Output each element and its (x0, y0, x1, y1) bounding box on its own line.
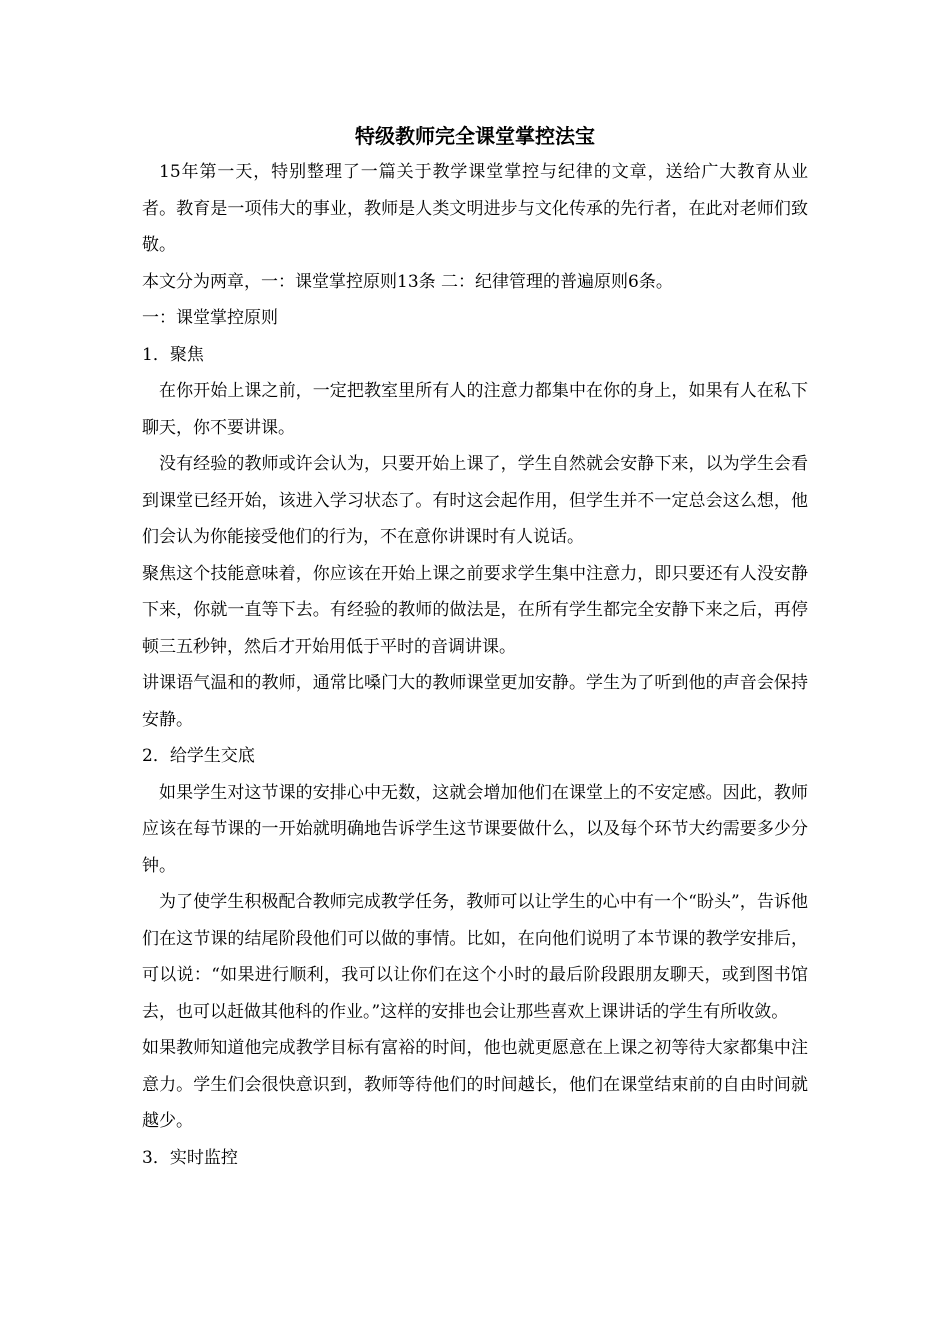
body-paragraph: 在你开始上课之前，一定把教室里所有人的注意力都集中在你的身上，如果有人在私下聊天，你不要讲课。 (142, 381, 808, 438)
body-paragraph: 本文分为两章，一：课堂掌控原则13条 二：纪律管理的普遍原则6条。 (142, 271, 673, 292)
section-heading: 2．给学生交底 (142, 746, 255, 766)
section-heading: 1．聚焦 (142, 344, 204, 365)
body-paragraph: 为了使学生积极配合教师完成教学任务，教师可以让学生的心中有一个“盼头”，告诉他们在这节课的结尾阶段他们可以做的事情。比如，在向他们说明了本节课的教学安排后，可以说：“如果进行顺利，我可以让你们在这个小时的最后阶段跟朋友聊天，或到图书馆去，也可以赶做其他科的作业。”这样的安排也会让那些喜欢上课讲话的学生有所收敛。 (142, 892, 808, 1022)
body-paragraph: 如果学生对这节课的安排心中无数，这就会增加他们在课堂上的不安定感。因此，教师应该在每节课的一开始就明确地告诉学生这节课要做什么，以及每个环节大约需要多少分钟。 (142, 782, 808, 876)
body-paragraph: 没有经验的教师或许会认为，只要开始上课了，学生自然就会安静下来，以为学生会看到课堂已经开始，该进入学习状态了。有时这会起作用，但学生并不一定总会这么想，他们会认为你能接受他们的行为，不在意你讲课时有人说话。 (142, 454, 808, 547)
body-paragraph: 15年第一天，特别整理了一篇关于教学课堂掌控与纪律的文章，送给广大教育从业者。教育是一项伟大的事业，教师是人类文明进步与文化传承的先行者，在此对老师们致敬。 (142, 162, 808, 255)
document-body (142, 154, 808, 1176)
section-heading: 3．实时监控 (142, 1147, 238, 1168)
body-paragraph: 如果教师知道他完成教学目标有富裕的时间，他也就更愿意在上课之初等待大家都集中注意力。学生们会很快意识到，教师等待他们的时间越长，他们在课堂结束前的自由时间就越少。 (142, 1038, 808, 1131)
body-paragraph: 讲课语气温和的教师，通常比嗓门大的教师课堂更加安静。学生为了听到他的声音会保持安静。 (142, 673, 808, 730)
section-heading: 一：课堂掌控原则 (142, 308, 278, 328)
document-page (142, 118, 808, 1176)
body-paragraph: 聚焦这个技能意味着，你应该在开始上课之前要求学生集中注意力，即只要还有人没安静下来，你就一直等下去。有经验的教师的做法是，在所有学生都完全安静下来之后，再停顿三五秒钟，然后才开始用低于平时的音调讲课。 (142, 563, 808, 657)
document-title: 特级教师完全课堂掌控法宝 (355, 124, 595, 148)
